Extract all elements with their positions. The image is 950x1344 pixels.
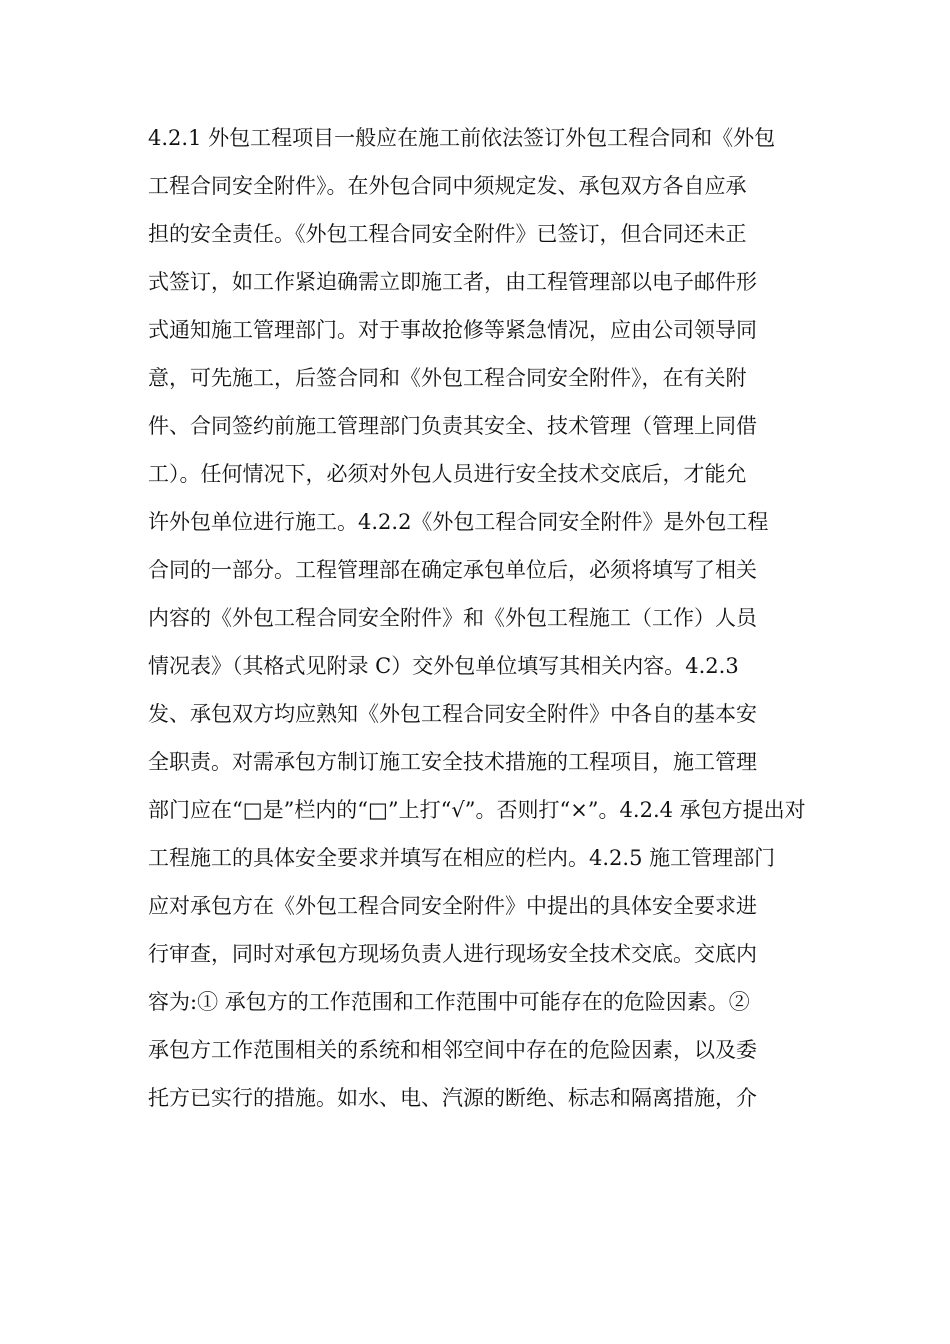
- text-line: 应对承包方在《外包工程合同安全附件》中提出的具体安全要求进: [148, 894, 757, 918]
- text-line: 内容的《外包工程合同安全附件》和《外包工程施工（工作）人员: [148, 606, 757, 630]
- text-line: 容为:① 承包方的工作范围和工作范围中可能存在的危险因素。②: [148, 990, 750, 1014]
- text-line: 式通知施工管理部门。对于事故抢修等紧急情况，应由公司领导同: [148, 318, 757, 342]
- text-line: 件、合同签约前施工管理部门负责其安全、技术管理（管理上同借: [148, 414, 757, 438]
- text-line: 情况表》（其格式见附录 C）交外包单位填写其相关内容。4.2.3: [148, 654, 739, 678]
- text-line: 合同的一部分。工程管理部在确定承包单位后，必须将填写了相关: [148, 558, 757, 582]
- text-line: 许外包单位进行施工。4.2.2《外包工程合同安全附件》是外包工程: [148, 510, 769, 534]
- text-line: 4.2.1 外包工程项目一般应在施工前依法签订外包工程合同和《外包: [148, 126, 776, 150]
- text-line: 工）。任何情况下，必须对外包人员进行安全技术交底后，才能允: [148, 462, 747, 486]
- text-line: 全职责。对需承包方制订施工安全技术措施的工程项目，施工管理: [148, 750, 757, 774]
- text-line: 意，可先施工，后签合同和《外包工程合同安全附件》，在有关附: [148, 366, 747, 390]
- text-line: 行审查，同时对承包方现场负责人进行现场安全技术交底。交底内: [148, 942, 757, 966]
- text-line: 发、承包双方均应熟知《外包工程合同安全附件》中各自的基本安: [148, 702, 757, 726]
- text-line: 部门应在“□是”栏内的“□”上打“√”。否则打“×”。4.2.4 承包方提出对: [148, 798, 806, 822]
- text-line: 承包方工作范围相关的系统和相邻空间中存在的危险因素，以及委: [148, 1038, 757, 1062]
- text-line: 托方已实行的措施。如水、电、汽源的断绝、标志和隔离措施，介: [148, 1086, 757, 1110]
- body-text: [148, 114, 808, 1122]
- text-line: 工程合同安全附件》。在外包合同中须规定发、承包双方各自应承: [148, 174, 747, 198]
- text-line: 工程施工的具体安全要求并填写在相应的栏内。4.2.5 施工管理部门: [148, 846, 776, 870]
- text-line: 担的安全责任。《外包工程合同安全附件》已签订，但合同还未正: [148, 222, 747, 246]
- text-line: 式签订，如工作紧迫确需立即施工者，由工程管理部以电子邮件形: [148, 270, 757, 294]
